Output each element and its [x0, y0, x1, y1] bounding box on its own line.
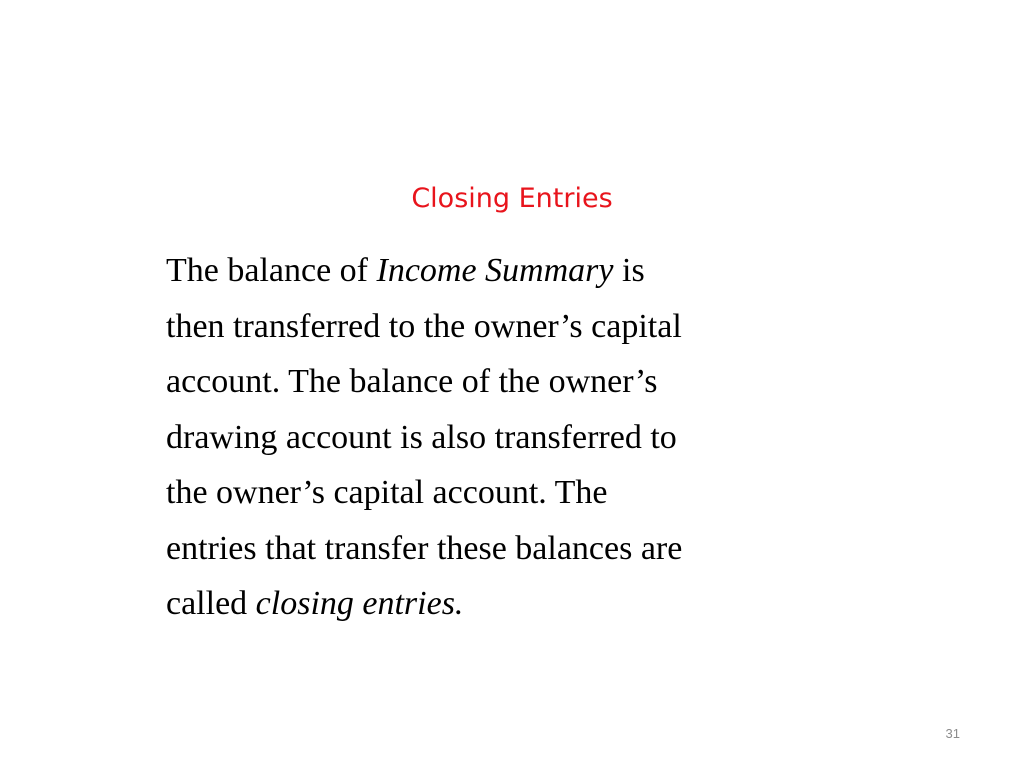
slide-number: 31	[945, 726, 960, 741]
body-line	[166, 299, 866, 355]
body-emphasis: Income Summary	[376, 252, 614, 289]
body-text: account. The balance of the owner’s	[166, 363, 658, 400]
body-text: entries that transfer these balances are	[166, 529, 683, 567]
body-text: called	[166, 585, 256, 622]
body-emphasis: closing entries.	[255, 585, 464, 622]
body-line	[166, 354, 866, 410]
body-text: The balance of	[166, 252, 377, 289]
body-line	[166, 410, 866, 466]
slide-body-text	[166, 243, 866, 632]
slide-title: Closing Entries	[411, 183, 613, 214]
body-text: then transferred to the owner’s capital	[166, 307, 682, 345]
body-text: is	[613, 252, 645, 289]
body-line	[166, 576, 866, 632]
body-line	[166, 521, 866, 577]
body-line	[166, 243, 866, 299]
body-line	[166, 465, 866, 521]
body-text: drawing account is also transferred to	[166, 418, 677, 456]
body-text: the owner’s capital account. The	[166, 474, 608, 511]
